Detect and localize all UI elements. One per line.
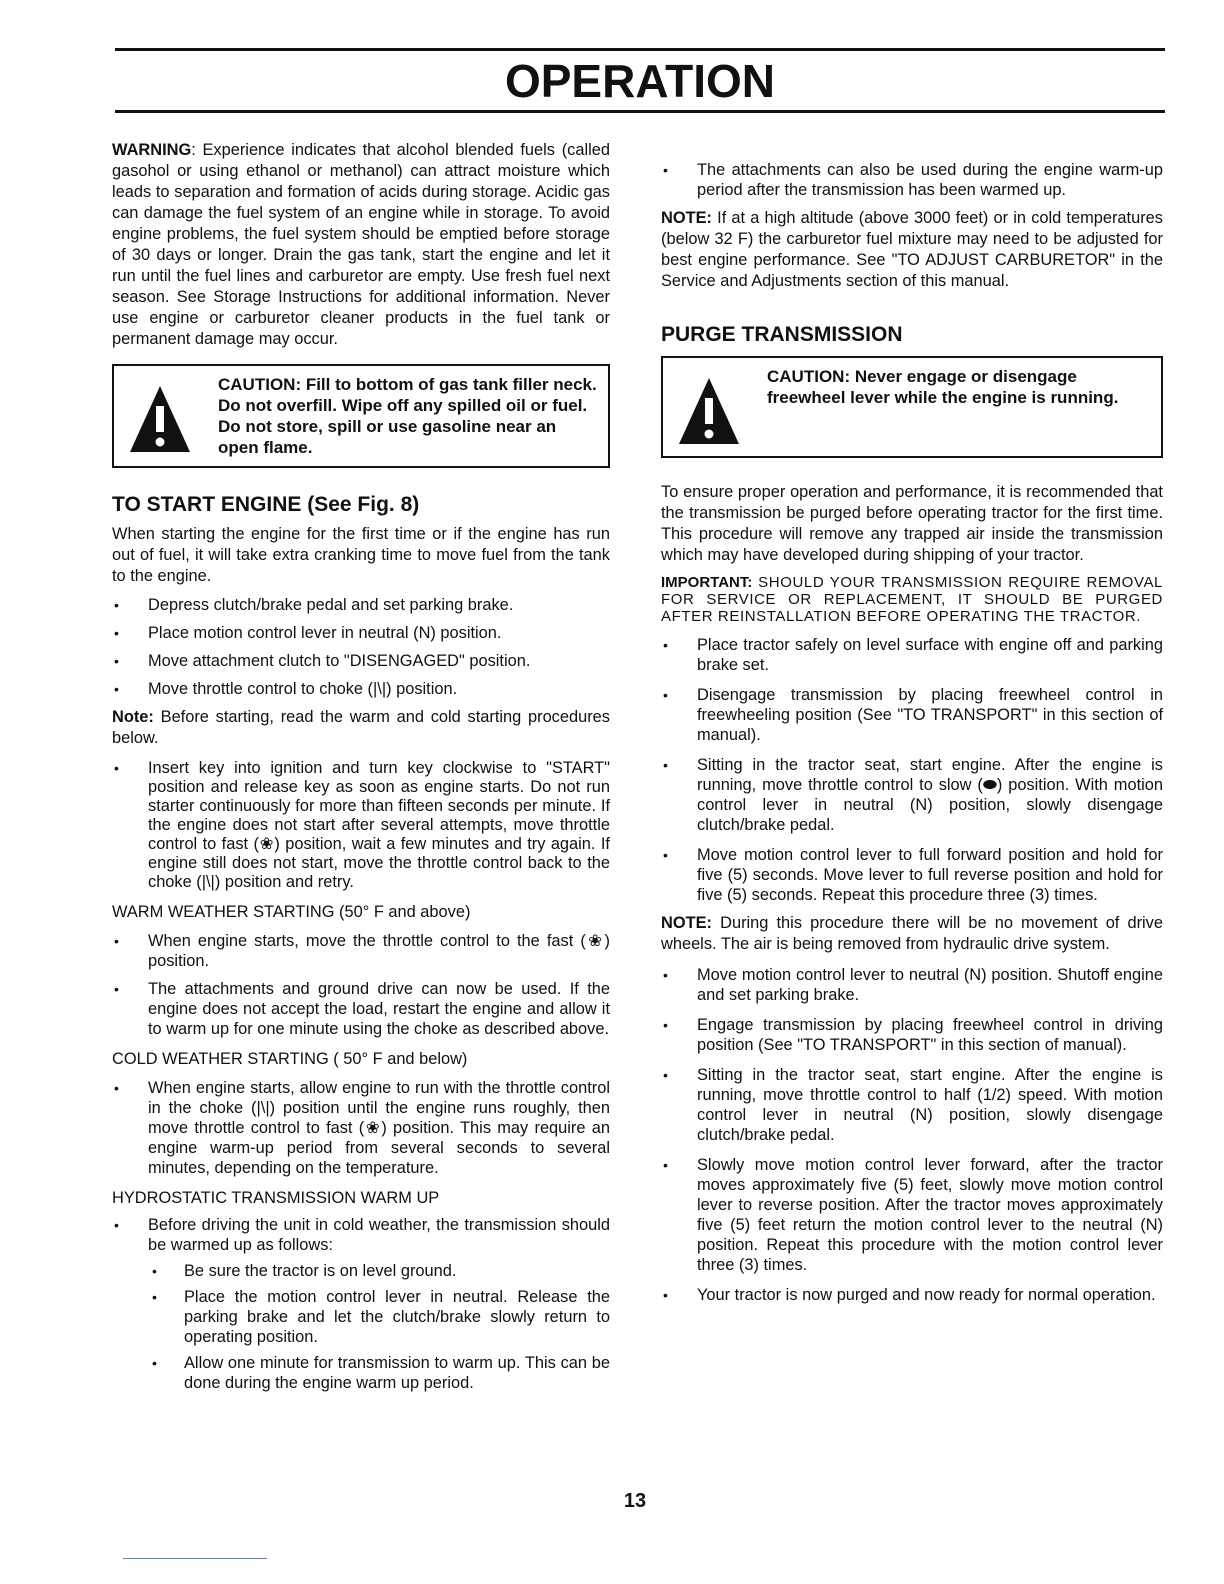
list-item: • Place tractor safely on level surface with engine off and parking brake set.: [663, 636, 1163, 674]
list-item: • Sitting in the tractor seat, start engine. After the engine is running, move throttle control to half (1/2) speed. With motion control lever in neutral (N) position, slowly disengage clutch/brake pedal.: [663, 1066, 1163, 1144]
list-item: • Place the motion control lever in neutral. Release the parking brake and let the clutch/brake slowly return to operating position.: [152, 1288, 610, 1346]
page-title: OPERATION: [504, 55, 776, 107]
important-label: IMPORTANT:: [661, 574, 753, 591]
list-item: • Move throttle control to choke (|\|) position.: [114, 680, 458, 698]
warm-weather-heading: WARM WEATHER STARTING (50° F and above): [112, 903, 471, 921]
list-item: • Insert key into ignition and turn key clockwise to "START" position and release key as soon as engine starts. Do not run starter continuously for more than fifteen seconds per minute. If the engine does not start after several attempts, move throttle control to fast (❀) position, wait a few minutes and try again. If engine still does not start, move the throttle control back to the choke (|\|) position and retry.: [114, 759, 610, 891]
list-item: • Disengage transmission by placing freewheel control in freewheeling position (See "TO TRANSPORT" in this section of manual).: [663, 686, 1163, 744]
start-intro: When starting the engine for the first time or if the engine has run out of fuel, it will take extra cranking time to move fuel from the tank to the engine.: [112, 525, 610, 585]
list-item: • Move motion control lever to full forward position and hold for five (5) seconds. Move lever to full reverse position and hold for five (5) seconds. Repeat this procedure three (3) times.: [663, 846, 1163, 904]
start-engine-heading: TO START ENGINE (See Fig. 8): [112, 493, 420, 516]
list-item: • Move attachment clutch to "DISENGAGED" position.: [114, 652, 531, 670]
purge-heading: PURGE TRANSMISSION: [661, 323, 903, 346]
warning-text: : Experience indicates that alcohol blended fuels (called gasohol or using ethanol or methanol) can attract moisture which leads to separation and formation of acids during storage. Acidic gas can damage the fuel system of an engine while in storage. To avoid engine problems, the fuel system should be emptied before storage of 30 days or longer. Drain the gas tank, start the engine and let it run until the fuel lines and carburetor are empty. Use fresh fuel next season. See Storage Instructions for additional information. Never use engine or carburetor cleaner products in the fuel tank or permanent damage may occur.: [112, 141, 610, 348]
list-item: • Move motion control lever to neutral (N) position. Shutoff engine and set parking brake.: [663, 966, 1163, 1004]
left-column: [112, 140, 610, 1393]
freewheel-caution-box: [661, 356, 1163, 458]
fuel-caution-text: CAUTION: Fill to bottom of gas tank filler neck. Do not overfill. Wipe off any spilled oil or fuel. Do not store, spill or use gasoline near an open flame.: [218, 375, 597, 457]
footer-divider: [123, 1558, 267, 1559]
note-paragraph: Note: Before starting, read the warm and cold starting procedures below.: [112, 708, 610, 747]
purge-intro: To ensure proper operation and performance, it is recommended that the transmission be purged before operating tractor for the first time. This procedure will remove any trapped air inside the transmission which may have developed during shipping of your tractor.: [661, 483, 1163, 564]
warm-weather-list: [112, 931, 610, 1039]
start-steps-list: [112, 595, 610, 699]
warning-triangle-icon: [128, 382, 192, 456]
list-item: • Depress clutch/brake pedal and set parking brake.: [114, 596, 514, 614]
warning-paragraph: [112, 140, 610, 350]
list-item: • Before driving the unit in cold weather, the transmission should be warmed up as follows: • Be sure the tractor is on level ground. • Place the motion control lever in neutral. Release the parking brake and let the clutch/brake slowly return to operating position. • Allow one minute for transmission to warm up. This can be done during the engine warm up period.: [114, 1216, 610, 1392]
list-item: • Slowly move motion control lever forward, after the tractor moves approximately five (5) feet, slowly move motion control lever to reverse position. After the tractor moves approximately five (5) feet return the motion control lever to the neutral (N) position. Repeat this procedure with the motion control lever three (3) times.: [663, 1156, 1163, 1274]
altitude-note: NOTE: If at a high altitude (above 3000 feet) or in cold temperatures (below 32 F) the carburetor fuel mixture may need to be adjusted for best engine performance. See "TO ADJUST CARBURETOR" in the Service and Adjustments section of this manual.: [661, 209, 1163, 290]
fuel-caution-box: [112, 364, 610, 468]
freewheel-caution-text: CAUTION: Never engage or disengage freewheel lever while the engine is running.: [767, 367, 1119, 407]
final-steps-list: [661, 965, 1163, 1305]
page-number: 13: [623, 1490, 647, 1512]
note-label: NOTE:: [661, 209, 712, 227]
list-item: • Sitting in the tractor seat, start engine. After the engine is running, move throttle control to slow (⬬) position. With motion control lever in neutral (N) position, slowly disengage clutch/brake pedal.: [663, 756, 1163, 834]
list-item: • Your tractor is now purged and now ready for normal operation.: [663, 1286, 1156, 1304]
list-item: • The attachments and ground drive can now be used. If the engine does not accept the load, restart the engine and allow it to warm up for one minute using the choke as described above.: [114, 980, 610, 1038]
hydro-sub-list: [148, 1261, 610, 1393]
attachments-list: [661, 160, 1163, 200]
purge-steps-list: [661, 635, 1163, 905]
drive-wheels-note: NOTE: During this procedure there will be no movement of drive wheels. The air is being removed from hydraulic drive system.: [661, 914, 1163, 953]
cold-weather-list: [112, 1078, 610, 1178]
list-item: • Allow one minute for transmission to warm up. This can be done during the engine warm up period.: [152, 1354, 610, 1392]
key-step-list: [112, 759, 610, 892]
list-item: • Engage transmission by placing freewheel control in driving position (See "TO TRANSPORT" in this section of manual).: [663, 1016, 1163, 1054]
warning-label: WARNING: [112, 141, 192, 159]
list-item: • Place motion control lever in neutral (N) position.: [114, 624, 502, 642]
list-item: • The attachments can also be used during the engine warm-up period after the transmission has been warmed up.: [663, 161, 1163, 199]
top-rule: [115, 48, 1165, 51]
list-item: • When engine starts, move the throttle control to the fast (❀) position.: [114, 932, 610, 970]
important-notice: IMPORTANT: SHOULD YOUR TRANSMISSION REQUIRE REMOVAL FOR SERVICE OR REPLACEMENT, IT SHOULD BE PURGED AFTER REINSTALLATION BEFORE OPERATING THE TRACTOR.: [661, 574, 1163, 625]
note-label: Note:: [112, 708, 154, 726]
note-label: NOTE:: [661, 914, 712, 932]
right-column: [661, 140, 1163, 1305]
hydro-list: [112, 1215, 610, 1393]
hydro-heading: HYDROSTATIC TRANSMISSION WARM UP: [112, 1189, 440, 1207]
title-rule: [115, 110, 1165, 113]
list-item: • Be sure the tractor is on level ground.: [152, 1262, 457, 1280]
list-item: • When engine starts, allow engine to run with the throttle control in the choke (|\|) position until the engine runs roughly, then move throttle control to fast (❀) position. This may require an engine warm-up period from several seconds to several minutes, depending on the temperature.: [114, 1079, 610, 1177]
warning-triangle-icon: [677, 374, 741, 448]
cold-weather-heading: COLD WEATHER STARTING ( 50° F and below): [112, 1050, 468, 1068]
